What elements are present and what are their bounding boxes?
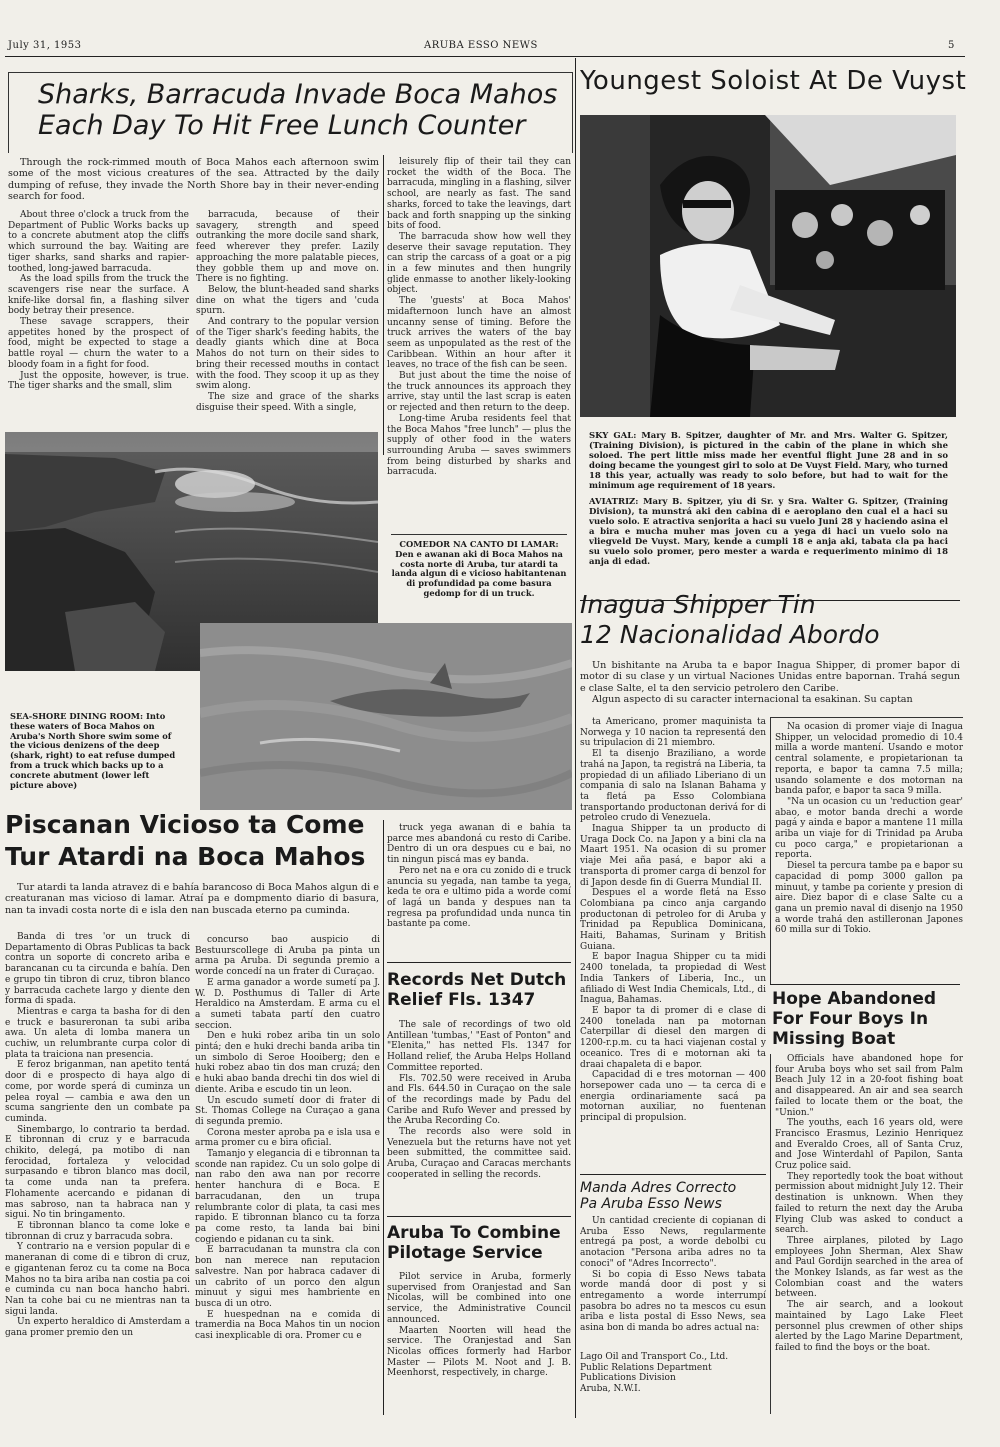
paragraph: Three airplanes, piloted by Lago employees John Sherman, Alex Shaw and Paul Gordijn searched in the area of the Monkey Islands, as far west as the Colombian coast and the waters between. bbox=[775, 1235, 963, 1300]
column-rule bbox=[383, 155, 384, 455]
newspaper-name: ARUBA ESSO NEWS bbox=[424, 40, 538, 51]
manda-headline-line1: Manda Adres Correcto bbox=[580, 1180, 737, 1196]
paragraph: E barracudanan ta munstra cla con bon nan merece nan reputacion salvestre. Nan por habraca cadaver di un cabrito of un porco den algun minuut y sigui mes hambriente en busca di un otro. bbox=[195, 1245, 380, 1309]
manda-headline-line2: Pa Aruba Esso News bbox=[580, 1196, 722, 1212]
paragraph: They reportedly took the boat without permission about midnight July 12. Their destination is unknown. When they failed to return the next day the Aruba Flying Club was asked to conduct a search. bbox=[775, 1171, 963, 1236]
soloist-headline: Youngest Soloist At De Vuyst bbox=[580, 66, 967, 96]
inagua-col1 bbox=[580, 717, 766, 1167]
paragraph: E feroz briganman, nan apetito tentá door di e prospecto di haya algo di come, por worde sperá di cuminza un pelea royal — cambia e awa den un scuma sangriente den un combate pa cuminda. bbox=[5, 1060, 190, 1124]
paragraph: "Na un ocasion cu un 'reduction gear' abao, e motor banda drechi a worde pagá y ainda e bapor a mantene 11 milla ariba un viaje for di Trinidad pa Aruba cu poco carga," e propietarionan a reporta. bbox=[775, 796, 963, 861]
paragraph: Pero net na e ora cu zonido di e truck anuncia su yegada, nan tambe ta yega, keda te ora e ultimo pida a worde comí of lagá un banda y despues nan ta regresa pa profundidad unda nunca tin bastante pa come. bbox=[387, 865, 571, 930]
sharks-headline-line1: Sharks, Barracuda Invade Boca Mahos bbox=[38, 79, 558, 110]
paragraph: truck yega awanan di e bahía ta parce mes abandoná cu resto di Caribe. Dentro di un ora despues cu e bai, no tin ningun piscá mas ey banda. bbox=[387, 823, 571, 866]
pilotage-headline: Aruba To Combine Pilotage Service bbox=[387, 1223, 561, 1264]
paragraph: Corona mester aproba pa e isla usa e arma promer cu e bira oficial. bbox=[195, 1127, 380, 1149]
paragraph: El ta disenjo Braziliano, a worde trahá na Japon, ta registrá na Liberia, ta propiedad di un afiliado Liberiano di un compania di salo na Islanan Bahama y ta fletá pa Esso Colombiana transportando productonan derivá for di petroleo crudo di Venezuela. bbox=[580, 749, 766, 824]
seashore-caption: SEA-SHORE DINING ROOM: Into these waters of Boca Mahos on Aruba's North Shore swim some of the vicious denizens of the deep (shark, right) to eat refuse dumped from a truck which backs up to a concrete abutment (lower left picture above) bbox=[10, 712, 176, 790]
paragraph: Inagua Shipper ta un producto di Uraga Dock Co. na Japon y a bini cla na Maart 1951. Na ocasion di su promer viaje Mei aña pasá, e bapor aki a transporta di promer carga di benzol for di Japon desde fin di Guerra Mundial II. bbox=[580, 824, 766, 888]
address-line: Aruba, N.W.I. bbox=[580, 1384, 641, 1395]
paragraph: E tibronnan blanco ta come loke e tibronnan di cruz y barracuda sobra. bbox=[5, 1220, 190, 1242]
piscanan-col3 bbox=[387, 823, 571, 957]
paragraph: The sale of recordings of two old Antillean 'tumbas,' "East of Ponton" and "Elenita," has netted Fls. 1347 for Holland relief, the Aruba Helps Holland Committee reported. bbox=[387, 1020, 571, 1073]
paragraph: leisurely flip of their tail they can rocket the width of the Boca. The barracuda, mingling in a flashing, silver school, are nearly as fast. The sand sharks, forced to take the leavings, dart back and forth snapping up the sinking bits of food. bbox=[387, 157, 571, 232]
paragraph: Na ocasion di promer viaje di Inagua Shipper, un velocidad promedio di 10.4 milla a worde mantení. Usando e motor central solamente, e propietarionan ta reporta, e bapor ta camna 7.5 milla; usando solamente e dos motornan na banda pafor, e bapor ta saca 9 milla. bbox=[775, 722, 963, 797]
paragraph: Maarten Noorten will head the service. The Oranjestad and San Nicolas offices formerly had Harbor Master — Pilots M. Noot and J. B. Meenhorst, respectively, in charge. bbox=[387, 1325, 571, 1379]
hope-headline: Hope Abandoned For Four Boys In Missing Boat bbox=[772, 989, 937, 1050]
paragraph: These savage scrappers, their appetites honed by the prospect of food, might be expected to stage a battle royal — churn the water to a bloody foam in a fight for food. bbox=[8, 317, 189, 370]
paragraph: E huespednan na e comida di tramerdia na Boca Mahos tin un nocion casi inexplicable di ora. Promer cu e bbox=[195, 1309, 380, 1342]
paragraph: Long-time Aruba residents feel that the Boca Mahos "free lunch" — plus the supply of other food in the waters surrounding Aruba — saves swimmers from being disturbed by sharks and barracuda. bbox=[387, 413, 571, 478]
paragraph: Pilot service in Aruba, formerly supervised from Oranjestad and San Nicolas, will be combined into one service, the Administrative Council announced. bbox=[387, 1272, 571, 1325]
page-number: 5 bbox=[948, 40, 955, 51]
piscanan-col1 bbox=[5, 932, 190, 1416]
paragraph: E bapor ta di promer di e clase di 2400 tonelada nan pa motornan Caterpillar di diesel den margen di 1200-r.p.m. cu ta haci viajenan costal y oceanico. Tres di e motornan aki ta draai chapaleta di e bapor. bbox=[580, 1005, 766, 1070]
shark-in-water-photo bbox=[200, 623, 572, 810]
masthead-rule bbox=[5, 56, 965, 57]
paragraph: The youths, each 16 years old, were Francisco Erasmus, Lezinio Henriquez and Everaldo Croes, all of Santa Cruz, and Jose Winterdahl of Papilon, Santa Cruz police said. bbox=[775, 1118, 963, 1172]
paragraph: Y contrario na e version popular di e maneranan di come di e tibron di cruz, e gigantenan feroz cu ta come na Boca Mahos no ta bira ariba nan costia pa coi e cuminda cu nan boca hancho habri. Nan ta cohe bai cu ne mientras nan ta sigui landa. bbox=[5, 1242, 190, 1317]
paragraph: The barracuda show how well they deserve their savage reputation. They can strip the carcass of a goat or a pig in a few minutes and then hungrily glide enmasse to another likely-looking object. bbox=[387, 231, 571, 296]
piscanan-lead: Tur atardi ta landa atravez di e bahía barancoso di Boca Mahos algun di e creaturanan mas vicioso di lamar. Atraí pa e dompmento diario di basura, nan ta invadi costa norte di e isla den nan buscada eterno pa cuminda. bbox=[5, 882, 379, 916]
sharks-headline-line2: Each Day To Hit Free Lunch Counter bbox=[38, 110, 526, 141]
inagua-lead bbox=[580, 660, 960, 716]
column-rule bbox=[575, 58, 576, 1418]
paragraph: Despues el a worde fletá na Esso Colombiana pa cinco anja cargando productonan di petroleo for di Aruba y Trinidad pa Republica Dominicana, Haiti, Bahamas, Surinam y British Guiana. bbox=[580, 888, 766, 952]
paragraph: Sinembargo, lo contrario ta berdad. E tibronnan di cruz y e barracuda chikito, delegá, pa motibo di nan ferocidad, fortaleza y velocidad surpasando e tibron blanco mas docil, ta come unda nan ta prefera. Flohamente acercando e pidanan di mas sabroso, nan ta habraca nan y sigui. No tin bringamento. bbox=[5, 1124, 190, 1221]
piscanan-headline-line2: Tur Atardi na Boca Mahos bbox=[5, 842, 366, 871]
sharks-lead: Through the rock-rimmed mouth of Boca Mahos each afternoon swim some of the most vicious creatures of the sea. Attracted by the daily dumping of refuse, they invade the North Shore bay in their never-ending search for food. bbox=[8, 157, 379, 202]
piscanan-col2 bbox=[195, 935, 380, 1415]
sky-gal-caption bbox=[589, 431, 948, 596]
paragraph: concurso bao auspicio di Bestuurscollege di Aruba pa pinta un arma pa Aruba. Di segunda premio a worde concedí na un frater di Curaçao. bbox=[195, 935, 380, 978]
address-line: Public Relations Department bbox=[580, 1362, 712, 1373]
inagua-col2 bbox=[770, 717, 963, 984]
piscanan-headline-line1: Piscanan Vicioso ta Come bbox=[5, 810, 365, 839]
paragraph: Den e huki robez ariba tin un solo pintá; den e huki drechi banda ariba tin un simbolo di Seroe Hooiberg; den e huki robez abao tin dos man cruzá; den e huki abao banda drechi tin dos wiel di diente. Ariba e escudo tin un leon. bbox=[195, 1031, 380, 1095]
paragraph: The size and grace of the sharks disguise their speed. With a single, bbox=[196, 391, 379, 413]
section-rule bbox=[387, 962, 571, 963]
sharks-col3 bbox=[387, 157, 571, 525]
issue-date: July 31, 1953 bbox=[8, 40, 82, 51]
manda-body bbox=[580, 1216, 766, 1348]
sharks-col2 bbox=[196, 210, 379, 426]
column-rule bbox=[383, 820, 384, 1415]
records-body bbox=[387, 1020, 571, 1208]
paragraph: But just about the time the noise of the truck announces its approach they arrive, stay until the last scrap is eaten or rejected and then return to the deep. bbox=[387, 371, 571, 414]
paragraph: ta Americano, promer maquinista ta Norwega y 10 nacion ta representá den su tripulacion di 21 miembro. bbox=[580, 717, 766, 749]
inagua-headline-line1: Inagua Shipper Tin bbox=[580, 590, 816, 619]
paragraph: Below, the blunt-headed sand sharks dine on what the tigers and 'cuda spurn. bbox=[196, 284, 379, 317]
sharks-col1 bbox=[8, 210, 189, 426]
paragraph: Un escudo sumetí door di frater di St. Thomas College na Curaçao a gana di segunda premio. bbox=[195, 1095, 380, 1127]
paragraph: As the load spills from the truck the scavengers rise near the surface. A knife-like dorsal fin, a flashing silver body betray their presence. bbox=[8, 274, 189, 317]
inagua-headline-line2: 12 Nacionalidad Abordo bbox=[580, 620, 880, 649]
paragraph: Mientras e carga ta basha for di den e truck e basureronan ta subi ariba awa. Un aleta di lomba manera un cuchiw, un relumbrante curpa color di plata ta traiciona nan presencia. bbox=[5, 1006, 190, 1060]
paragraph: The 'guests' at Boca Mahos' midafternoon lunch have an almost uncanny sense of timing. Before the truck arrives the waters of the bay seem as unpopulated as the rest of the Caribbean. Within an hour after it leaves, no trace of the fish can be seen. bbox=[387, 296, 571, 371]
paragraph: E arma ganador a worde sumetí pa J. W. D. Posthumus di Taller di Arte Heraldico na Amsterdam. E arma cu el a sumeti tabata partí den cuatro seccion. bbox=[195, 977, 380, 1031]
address-line: Lago Oil and Transport Co., Ltd. bbox=[580, 1352, 729, 1362]
paragraph: Just the opposite, however, is true. The tiger sharks and the small, slim bbox=[8, 370, 189, 392]
paragraph: Un experto heraldico di Amsterdam a gana promer premio den un bbox=[5, 1317, 190, 1339]
paragraph: Un cantidad creciente di copianan di Aruba Esso News, regularmente entregá pa post, a worde debolbi cu anotacion "Persona ariba adres no ta conoci" of "Adres Incorrecto". bbox=[580, 1216, 766, 1269]
paragraph: Algun aspecto di su caracter internacional ta esakinan. Su captan bbox=[592, 693, 913, 705]
section-rule bbox=[387, 1216, 571, 1217]
caption-english: SKY GAL: Mary B. Spitzer, daughter of Mr. and Mrs. Walter G. Spitzer, (Training Division), is pictured in the cabin of the plane in which she soloed. The pert little miss made her eventful flight June 28 and in so doing became the youngest girl to solo at De Vuyst Field. Mary, who turned 18 this year, actually was ready to solo before, but had to wait for the minimum age requirement of 18 years. bbox=[589, 431, 948, 491]
paragraph: barracuda, because of their savagery, strength and speed outranking the more docile sand shark, feed wherever they prefer. Lazily approaching the more palatable pieces, they gobble them up and move on. There is no fighting. bbox=[196, 210, 379, 285]
hope-body bbox=[770, 1054, 963, 1414]
paragraph: E bapor Inagua Shipper cu ta midi 2400 tonelada, ta propiedad di West India Tankers of Liberia, Inc., un afiliado di West India Chemicals, Ltd., di Inagua, Bahamas. bbox=[580, 952, 766, 1006]
paragraph: Banda di tres 'or un truck di Departamento di Obras Publicas ta back contra un soporte di concreto ariba e barancanan cu ta circunda e bahía. Den e grupo tin tibron di cruz, tibron blanco y barracuda cachete largo y diente den forma di spada. bbox=[5, 932, 190, 1007]
paragraph: The air search, and a lookout maintained by Lago Lake Fleet personnel plus crewmen of other ships alerted by the Lago Marine Department, failed to find the boys or the boat. bbox=[775, 1300, 963, 1353]
address-line: Publications Division bbox=[580, 1373, 676, 1384]
paragraph: The records also were sold in Venezuela but the returns have not yet been submitted, the committee said. Aruba, Curaçao and Caracas merchants cooperated in selling the records. bbox=[387, 1127, 571, 1180]
section-rule bbox=[770, 984, 960, 985]
comedor-caption: COMEDOR NA CANTO DI LAMAR: Den e awanan aki di Boca Mahos na costa norte di Aruba, tur atardi ta landa algun di e vicioso habitantenan di profundidad pa come basura gedomp for di un truck. bbox=[391, 534, 567, 622]
records-headline: Records Net Dutch Relief Fls. 1347 bbox=[387, 970, 567, 1011]
paragraph: Capacidad di e tres motornan — 400 horsepower cada uno — ta cerca di e energia ordinariamente sacá pa motornan auxiliar, no fuentenan principal di propulsion. bbox=[580, 1070, 766, 1124]
paragraph: Officials have abandoned hope for four Aruba boys who set sail from Palm Beach July 12 in a 20-foot fishing boat and disappeared. An air and sea search failed to locate them or the boat, the "Union." bbox=[775, 1054, 963, 1118]
paragraph: Si bo copia di Esso News tabata worde mandá door di post y si entregamento a worde interrumpí pasobra bo adres no ta mescos cu esun ariba e lista postal di Esso News, sea asina bon di manda bo adres actual na: bbox=[580, 1269, 766, 1334]
manda-address bbox=[580, 1352, 766, 1402]
caption-papiamento: AVIATRIZ: Mary B. Spitzer, yiu di Sr. y Sra. Walter G. Spitzer, (Training Division), ta munstrá aki den cabina di e aeroplano den cual el a haci su vuelo solo. E atractiva senjorita a haci su vuelo Juni 28 y haciendo asina el a bira e mucha muher mas joven cu a yega di haci un vuelo solo na vliegveld De Vuyst. Mary, kende a cumpli 18 e anja aki, tabata cla pa haci su vuelo solo promer, pero mester a warda e requerimento minimo di 18 anja di edad. bbox=[589, 497, 948, 567]
paragraph: About three o'clock a truck from the Department of Public Works backs up to a concrete abutment atop the cliffs which surround the bay. Waiting are tiger sharks, sand sharks and rapier-toothed, long-jawed barracuda. bbox=[8, 210, 189, 274]
paragraph: Diesel ta percura tambe pa e bapor su capacidad di pomp 3000 gallon pa minuut, y tambe pa coriente y presion di aire. Diez bapor di e clase Salte cu a gana un premio naval di disenjo na 1950 a worde trahá den astilleronan Japones 60 milla sur di Tokio. bbox=[775, 861, 963, 936]
paragraph: Un bishitante na Aruba ta e bapor Inagua Shipper, di promer bapor di motor di su clase y un virtual Naciones Unidas entre bapornan. Trahá segun e clase Salte, el ta den servicio petrolero den Caribe. bbox=[580, 660, 960, 694]
section-rule bbox=[580, 1174, 766, 1175]
pilotage-body bbox=[387, 1272, 571, 1412]
pilot-cockpit-photo bbox=[580, 115, 956, 417]
paragraph: And contrary to the popular version of the Tiger shark's feeding habits, the deadly giants which dine at Boca Mahos do not turn on their sides to bring their recessed mouths in contact with the food. They scoop it up as they swim along. bbox=[196, 317, 379, 392]
paragraph: Tamanjo y elegancia di e tibronnan ta sconde nan rapidez. Cu un solo golpe di nan rabo den awa nan por recorre henter hanchura di e Boca. E barracudanan, den un trupa relumbrante color di plata, ta casi mes rapido. E tibronnan blanco cu ta forza pa come resto, ta landa bai bini cogiendo e pidanan cu ta sink. bbox=[195, 1149, 380, 1245]
paragraph: Fls. 702.50 were received in Aruba and Fls. 644.50 in Curaçao on the sale of the recordings made by Padu del Caribe and Rufo Wever and pressed by the Aruba Recording Co. bbox=[387, 1073, 571, 1127]
